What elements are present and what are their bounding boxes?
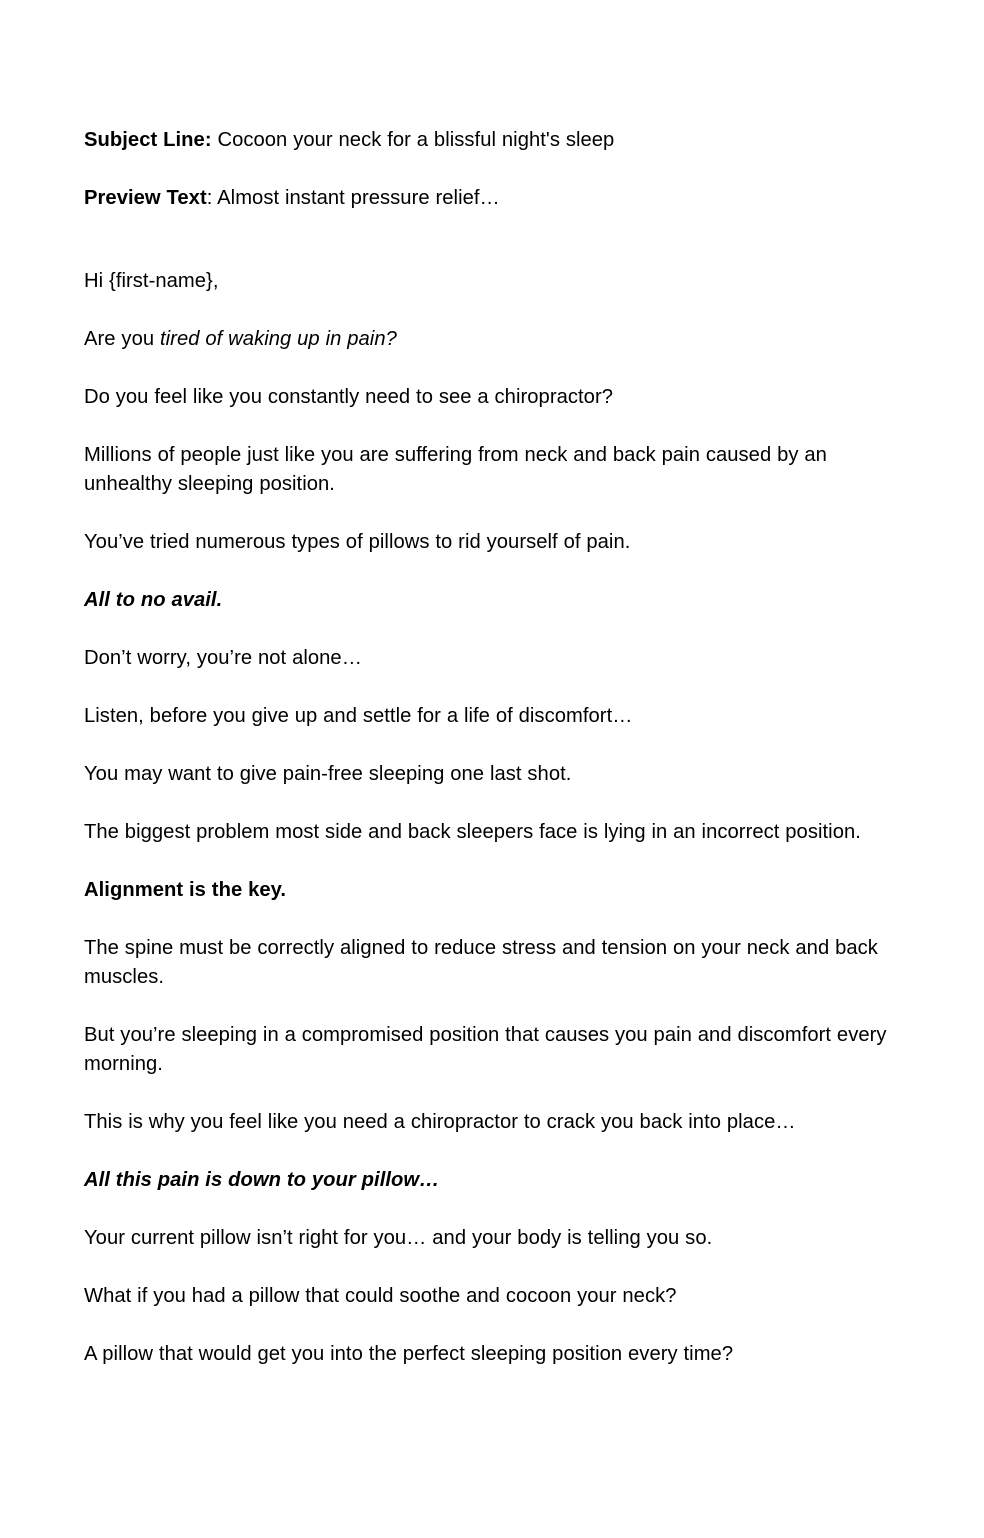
document-body — [84, 126, 900, 1369]
p-chiropractor-segment-0: Do you feel like you constantly need to see a chiropractor? — [84, 386, 614, 408]
subject-line — [84, 126, 900, 155]
p-listen — [84, 702, 900, 731]
p-tired-segment-1: tired of waking up in pain? — [159, 328, 397, 350]
p-alignment — [84, 876, 900, 905]
preview-text-separator: : — [206, 187, 218, 209]
subject-line-value: Cocoon your neck for a blissful night's sleep — [211, 129, 615, 151]
p-biggest-problem — [84, 818, 900, 847]
greeting: Hi {first-name}, — [84, 270, 219, 292]
preview-text-line — [84, 184, 900, 213]
p-not-alone — [84, 644, 900, 673]
p-no-avail — [84, 586, 900, 615]
p-alignment-segment-0: Alignment is the key. — [84, 879, 287, 901]
p-compromised — [84, 1021, 900, 1079]
preview-text-label: Preview Text — [84, 187, 207, 209]
p-what-if-segment-0: What if you had a pillow that could soothe and cocoon your neck? — [84, 1285, 677, 1307]
p-tried-pillows-segment-0: You’ve tried numerous types of pillows to rid yourself of pain. — [84, 531, 631, 553]
p-perfect-position — [84, 1340, 900, 1369]
p-last-shot — [84, 760, 900, 789]
paragraph-container — [84, 325, 900, 1369]
p-down-to-pillow — [84, 1166, 900, 1195]
p-what-if — [84, 1282, 900, 1311]
p-millions — [84, 441, 900, 499]
p-no-avail-segment-0: All to no avail. — [84, 589, 223, 611]
p-chiropractor — [84, 383, 900, 412]
p-tired-segment-0: Are you — [84, 328, 160, 350]
p-spine-segment-0: The spine must be correctly aligned to reduce stress and tension on your neck and back muscles. — [84, 937, 878, 988]
p-compromised-segment-0: But you’re sleeping in a compromised position that causes you pain and discomfort every morning. — [84, 1024, 887, 1075]
p-tried-pillows — [84, 528, 900, 557]
p-listen-segment-0: Listen, before you give up and settle for a life of discomfort… — [84, 705, 633, 727]
p-crack-back — [84, 1108, 900, 1137]
preview-text-value: Almost instant pressure relief… — [217, 187, 500, 209]
p-down-to-pillow-segment-0: All this pain is down to your pillow… — [84, 1169, 440, 1191]
p-isnt-right — [84, 1224, 900, 1253]
p-last-shot-segment-0: You may want to give pain-free sleeping one last shot. — [84, 763, 572, 785]
p-isnt-right-segment-0: Your current pillow isn’t right for you… and your body is telling you so. — [84, 1227, 713, 1249]
subject-line-label: Subject Line: — [84, 129, 212, 151]
p-spine — [84, 934, 900, 992]
p-perfect-position-segment-0: A pillow that would get you into the perfect sleeping position every time? — [84, 1343, 734, 1365]
p-not-alone-segment-0: Don’t worry, you’re not alone… — [84, 647, 362, 669]
p-millions-segment-0: Millions of people just like you are suffering from neck and back pain caused by an unhealthy sleeping position. — [84, 444, 827, 495]
p-crack-back-segment-0: This is why you feel like you need a chiropractor to crack you back into place… — [84, 1111, 796, 1133]
p-tired — [84, 325, 900, 354]
p-biggest-problem-segment-0: The biggest problem most side and back sleepers face is lying in an incorrect position. — [84, 821, 861, 843]
